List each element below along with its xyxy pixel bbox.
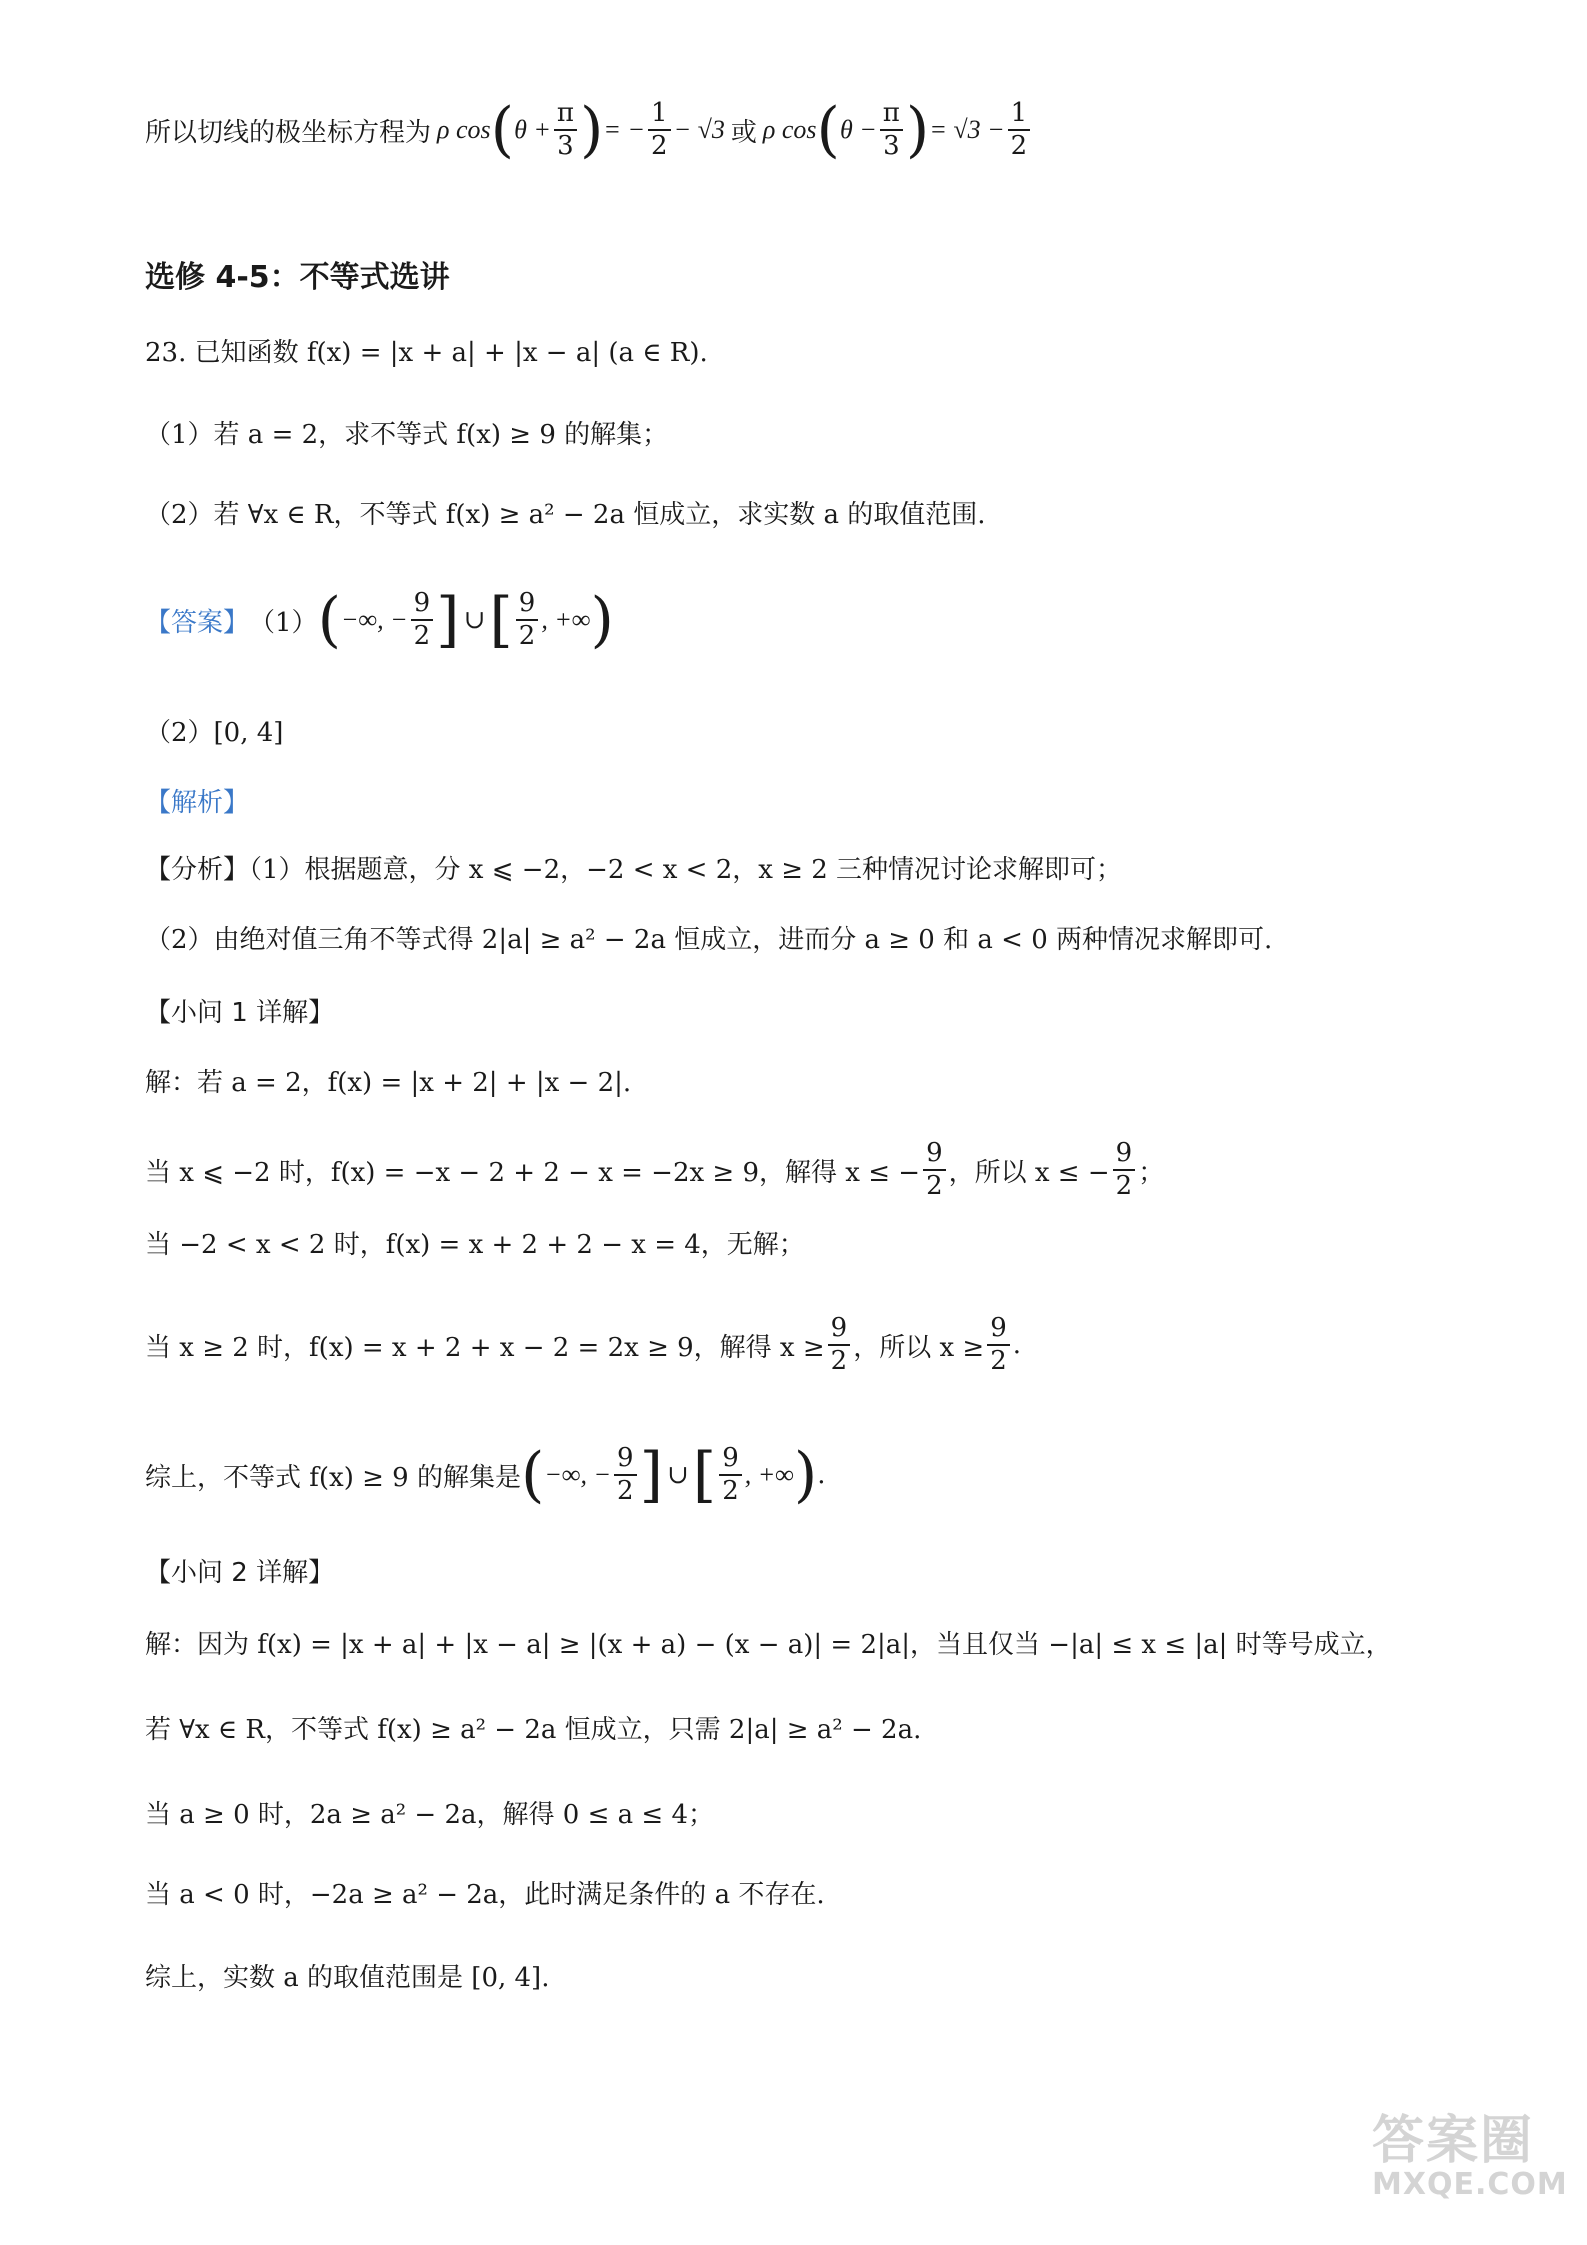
detail-2-line-5: 综上，实数 a 的取值范围是 [0, 4]. xyxy=(145,1962,550,1993)
detail-2-line-4: 当 a < 0 时，−2a ≥ a² − 2a，此时满足条件的 a 不存在. xyxy=(145,1879,825,1910)
theta-minus: θ − xyxy=(839,115,877,144)
detail-1-line-1: 解：若 a = 2，f(x) = |x + 2| + |x − 2|. xyxy=(145,1067,632,1098)
detail-1-line-2-b: ，所以 x ≤ − xyxy=(948,1157,1110,1188)
detail-2-line-1: 解：因为 f(x) = |x + a| + |x − a| ≥ |(x + a) − (x − a)| = 2|a|，当且仅当 −|a| ≤ x ≤ |a| 时等号成立， xyxy=(145,1629,1392,1660)
fraction-half-a: $\frac{1}{2}$ xyxy=(648,98,671,162)
detail-1-line-2-c: ； xyxy=(1138,1157,1165,1188)
analysis-tag: 【解析】 xyxy=(145,787,250,818)
answer-part1-label: （1） xyxy=(249,607,318,638)
fraction-9-over-2-ans-a: $\frac{9}{2}$ xyxy=(411,588,434,652)
watermark-url: MXQE.COM xyxy=(1372,2167,1568,2202)
rho-cos-1: ρ cos xyxy=(437,115,491,144)
detail-1-line-4-b: ，所以 x ≥ xyxy=(853,1332,985,1363)
detail-1-line-2 xyxy=(145,1130,1527,1210)
solution-pos-inf: , +∞ xyxy=(744,1460,794,1489)
fraction-9-over-2-d1-b: $\frac{9}{2}$ xyxy=(1113,1138,1136,1202)
detail-1-line-4 xyxy=(145,1305,1527,1385)
analysis-point-1: 【分析】（1）根据题意，分 x ⩽ −2，−2 < x < 2，x ≥ 2 三种情况讨论求解即可； xyxy=(145,854,1123,885)
detail-1-line-4-c: . xyxy=(1012,1330,1021,1360)
fraction-9-over-2-d1-f: $\frac{9}{2}$ xyxy=(719,1443,742,1507)
rho-cos-2: ρ cos xyxy=(762,115,817,144)
answer-line-1: 【答案】 （1） ( −∞, − $\frac{9}{2}$ ] ∪ [ $\frac{9}{2}$ , +∞ ) xyxy=(145,585,614,655)
fraction-9-over-2-d1-e: $\frac{9}{2}$ xyxy=(614,1443,637,1507)
detail-1-line-3: 当 −2 < x < 2 时，f(x) = x + 2 + 2 − x = 4，无解； xyxy=(145,1229,805,1260)
detail-1-line-5-b: . xyxy=(817,1460,826,1490)
tangent-polar-equation-line: 所以切线的极坐标方程为 ρ cos ( θ + $\frac{\pi}{3}$ ) = − $\frac{1}{2}$ − √3 或 ρ cos ( θ − $\frac{\pi}{3}$ ) = √3 − $\frac{1}{2}$ xyxy=(145,95,1527,165)
detail-1-line-5: 综上，不等式 f(x) ≥ 9 的解集是 ( −∞, − $\frac{9}{2}$ ] ∪ [ $\frac{9}{2}$ , +∞ ) . xyxy=(145,1440,826,1510)
equals-sqrt3-minus: = √3 − xyxy=(929,115,1005,144)
conjunction-or: 或 xyxy=(730,117,757,148)
fraction-9-over-2-ans-b: $\frac{9}{2}$ xyxy=(516,588,539,652)
union-symbol: ∪ xyxy=(463,605,486,634)
theta-plus: θ + xyxy=(514,115,551,144)
line1-prefix: 所以切线的极坐标方程为 xyxy=(145,117,432,148)
question-23: 23. 已知函数 f(x) = |x + a| + |x − a| (a ∈ R). xyxy=(145,337,708,368)
detail-1-tag: 【小问 1 详解】 xyxy=(145,997,335,1028)
detail-2-line-2: 若 ∀x ∈ R，不等式 f(x) ≥ a² − 2a 恒成立，只需 2|a| ≥ a² − 2a. xyxy=(145,1714,922,1745)
fraction-9-over-2-d1-a: $\frac{9}{2}$ xyxy=(923,1138,946,1202)
detail-2-tag: 【小问 2 详解】 xyxy=(145,1557,335,1588)
section-title: 选修 4-5：不等式选讲 xyxy=(145,260,450,295)
solution-union: ∪ xyxy=(666,1460,689,1489)
question-23-part1: （1）若 a = 2，求不等式 f(x) ≥ 9 的解集； xyxy=(145,419,669,450)
detail-2-line-3: 当 a ≥ 0 时，2a ≥ a² − 2a，解得 0 ≤ a ≤ 4； xyxy=(145,1799,715,1830)
detail-1-line-2-a: 当 x ⩽ −2 时，f(x) = −x − 2 + 2 − x = −2x ≥ 9，解得 x ≤ − xyxy=(145,1157,921,1188)
fraction-half-b: $\frac{1}{2}$ xyxy=(1008,98,1031,162)
minus-sqrt3: − √3 xyxy=(673,115,725,144)
answer-tag: 【答案】 xyxy=(145,607,250,638)
question-23-part2: （2）若 ∀x ∈ R，不等式 f(x) ≥ a² − 2a 恒成立，求实数 a 的取值范围. xyxy=(145,499,986,530)
site-watermark xyxy=(1372,2111,1568,2225)
answer-pos-inf: , +∞ xyxy=(541,605,591,634)
analysis-point-2: （2）由绝对值三角不等式得 2|a| ≥ a² − 2a 恒成立，进而分 a ≥ 0 和 a < 0 两种情况求解即可. xyxy=(145,924,1273,955)
fraction-pi-over-3-b: $\frac{\pi}{3}$ xyxy=(880,98,903,162)
fraction-9-over-2-d1-c: $\frac{9}{2}$ xyxy=(828,1313,851,1377)
solution-neg-inf: −∞, − xyxy=(544,1460,612,1489)
fraction-9-over-2-d1-d: $\frac{9}{2}$ xyxy=(987,1313,1010,1377)
equals-neg: = − xyxy=(603,115,646,144)
fraction-pi-over-3-a: $\frac{\pi}{3}$ xyxy=(554,98,577,162)
watermark-logo-text: 答案圈 xyxy=(1372,2111,1535,2171)
answer-neg-inf: −∞, − xyxy=(340,605,408,634)
detail-1-line-4-a: 当 x ≥ 2 时，f(x) = x + 2 + x − 2 = 2x ≥ 9，解得 x ≥ xyxy=(145,1332,825,1363)
answer-line-2: （2）[0, 4] xyxy=(145,717,284,748)
detail-1-line-5-a: 综上，不等式 f(x) ≥ 9 的解集是 xyxy=(145,1462,521,1493)
